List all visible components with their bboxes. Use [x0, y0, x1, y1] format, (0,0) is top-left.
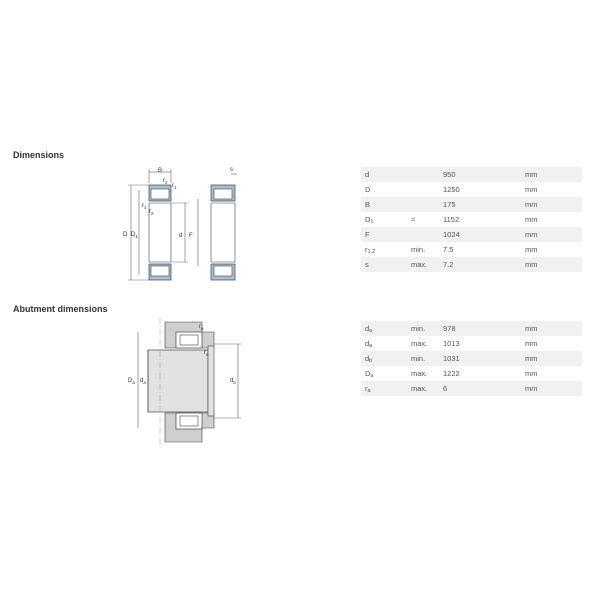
dim-label-B: B [158, 168, 163, 174]
table-row [361, 321, 582, 336]
unit-cell: mm [525, 339, 538, 348]
qualifier-cell [411, 167, 443, 182]
table-row [361, 336, 582, 351]
qualifier-cell: max. [411, 257, 443, 272]
value-cell: 6 [443, 381, 525, 396]
qualifier-cell: max. [411, 381, 443, 396]
svg-text:D1: $D_1$ [131, 232, 138, 239]
abutment-drawing [120, 318, 250, 448]
svg-text:db: $d_b$ [230, 378, 236, 385]
dim-label-D: D [123, 232, 128, 238]
unit-cell: mm [525, 381, 582, 396]
value-cell: 1152 [443, 215, 460, 224]
bearing-side-view-drawing [205, 165, 245, 285]
symbol-cell: $d_b$ [361, 351, 411, 366]
value-cell: 1031 [443, 351, 525, 366]
table-row [361, 182, 582, 197]
value-cell: 950 [443, 167, 525, 182]
symbol-cell: $r_a$ [361, 381, 411, 396]
unit-cell: mm [525, 227, 582, 242]
symbol-cell: $r_{1,2}$ [365, 245, 376, 255]
qualifier-cell: ≈ [411, 215, 416, 224]
qualifier-cell [411, 182, 443, 197]
qualifier-cell: min. [411, 245, 426, 254]
value-cell: 1024 [443, 227, 525, 242]
unit-cell: mm [525, 369, 538, 378]
table-row [361, 351, 582, 366]
symbol-cell: $d_a$ [365, 339, 373, 349]
unit-cell: mm [525, 257, 582, 272]
dim-label-Da: D [128, 378, 133, 384]
dim-label-r1: r [163, 178, 165, 184]
unit-cell: mm [525, 197, 582, 212]
svg-text:ra: $r_a$ [204, 350, 209, 357]
symbol-cell: d [361, 167, 411, 182]
value-cell: 7.5 [443, 245, 454, 254]
dim-label-r1-top: r [172, 183, 174, 189]
qualifier-cell: max. [411, 369, 428, 378]
table-row [361, 366, 582, 381]
symbol-cell: F [361, 227, 411, 242]
dimensions-heading: Dimensions [13, 150, 65, 160]
svg-text:r1: $r_1$ [172, 183, 177, 190]
table-row [361, 257, 582, 272]
unit-cell: mm [525, 321, 582, 336]
table-row [361, 381, 582, 396]
unit-cell: mm [525, 351, 582, 366]
dim-label-db: d [230, 378, 234, 384]
unit-cell: mm [525, 215, 538, 224]
dim-label-s: s [230, 167, 233, 173]
dim-label-da: d [140, 378, 144, 384]
svg-text:da: $d_a$ [140, 378, 146, 385]
qualifier-cell: min. [411, 321, 443, 336]
table-row [361, 167, 582, 182]
qualifier-cell: min. [411, 351, 443, 366]
unit-cell: mm [525, 245, 538, 254]
svg-text:r2: $r_2$ [149, 209, 154, 216]
table-row [361, 197, 582, 212]
abutment-dimensions-table [361, 321, 582, 396]
symbol-cell: B [361, 197, 411, 212]
symbol-cell: $D_1$ [365, 215, 374, 225]
value-cell: 1222 [443, 369, 460, 378]
qualifier-cell [411, 197, 443, 212]
unit-cell: mm [525, 185, 538, 194]
dim-label-ra: r [199, 324, 201, 330]
table-row [361, 242, 582, 257]
dim-label-F: F [189, 233, 193, 239]
value-cell: 1250 [443, 185, 460, 194]
symbol-cell: $d_a$ [361, 321, 411, 336]
dim-label-d: d [179, 233, 183, 239]
symbol-cell: $D_a$ [365, 369, 374, 379]
unit-cell: mm [525, 167, 582, 182]
abutment-dimensions-heading: Abutment dimensions [13, 304, 108, 314]
dim-label-D1: D [131, 232, 136, 238]
symbol-cell: s [361, 257, 411, 272]
value-cell: 978 [443, 321, 525, 336]
value-cell: 1013 [443, 339, 460, 348]
value-cell: 7.2 [443, 257, 525, 272]
qualifier-cell: max. [411, 339, 428, 348]
table-row [361, 212, 582, 227]
table-row [361, 227, 582, 242]
dimensions-table [361, 167, 582, 272]
value-cell: 175 [443, 197, 525, 212]
svg-text:Da: $D_a$ [128, 378, 135, 385]
symbol-cell: D [365, 185, 371, 194]
svg-text:ra: $r_a$ [199, 324, 204, 331]
qualifier-cell [411, 227, 443, 242]
svg-text:r2: $r_2$ [163, 178, 168, 185]
svg-text:r1: $r_1$ [142, 203, 147, 210]
